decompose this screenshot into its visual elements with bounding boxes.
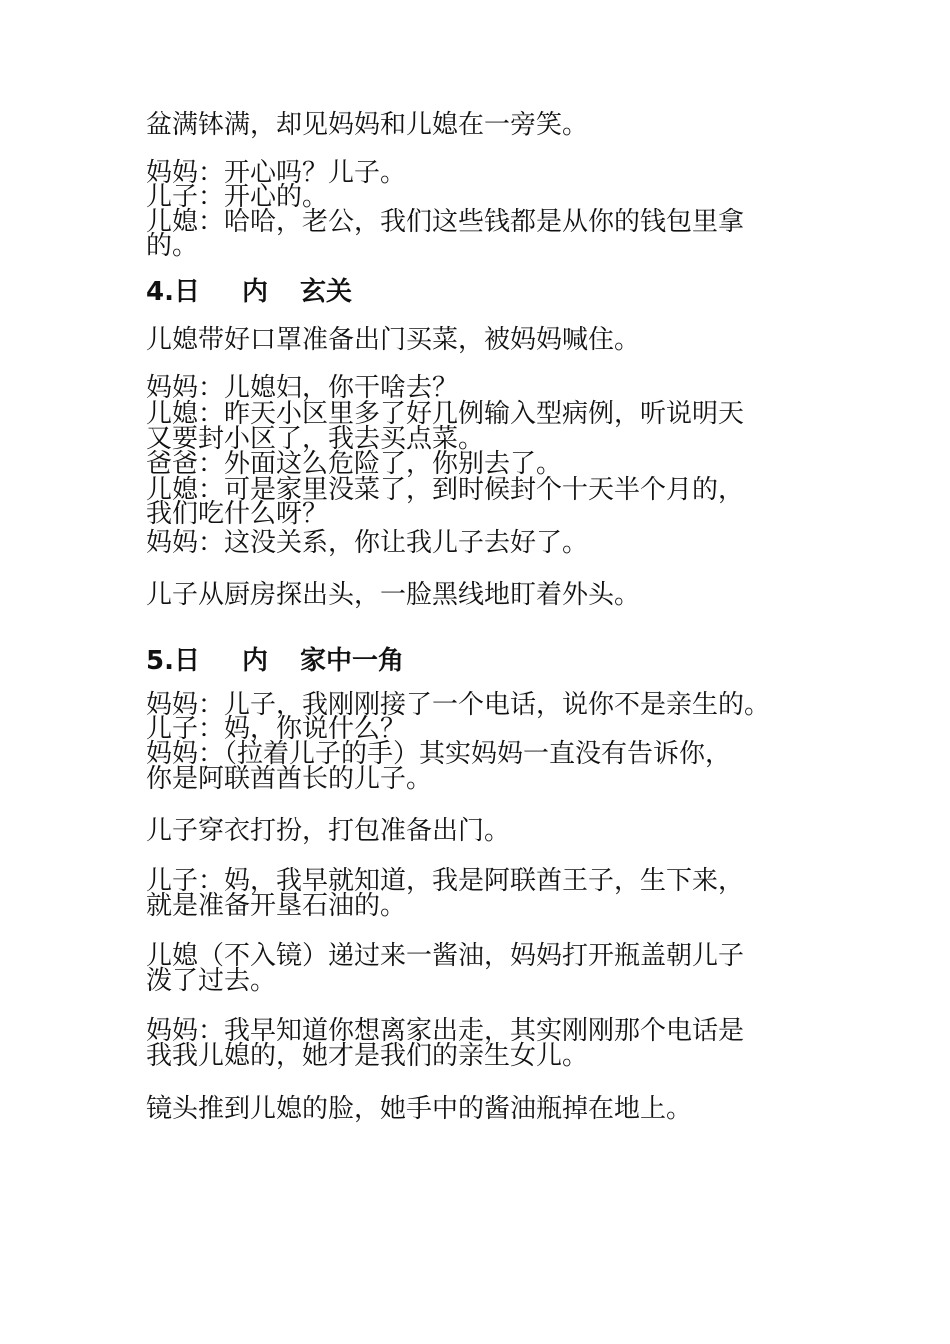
paragraph: 镜头推到儿媳的脸，她手中的酱油瓶掉在地上。 xyxy=(146,1094,693,1124)
dialogue-line: 就是准备开垦石油的。 xyxy=(146,891,407,921)
paragraph: 儿媳（不入镜）递过来一酱油，妈妈打开瓶盖朝儿子 xyxy=(146,941,745,971)
dialogue-line: 妈妈：我早知道你想离家出走，其实刚刚那个电话是 xyxy=(146,1016,745,1046)
paragraph: 泼了过去。 xyxy=(146,966,277,996)
scene-interior: 内 xyxy=(242,646,269,676)
dialogue-line: 妈妈：开心吗？儿子。 xyxy=(146,158,407,188)
scene-number: 4.日 xyxy=(146,277,200,307)
dialogue-line: 儿子：开心的。 xyxy=(146,182,329,212)
scene-number: 5.日 xyxy=(146,646,200,676)
paragraph: 儿媳带好口罩准备出门买菜，被妈妈喊住。 xyxy=(146,325,641,355)
dialogue-line: 妈妈：儿子，我刚刚接了一个电话，说你不是亲生的。 xyxy=(146,690,771,720)
dialogue-line: 你是阿联酋酋长的儿子。 xyxy=(146,764,433,794)
dialogue-line: 儿媳：可是家里没菜了，到时候封个十天半个月的， xyxy=(146,475,745,505)
paragraph: 儿子从厨房探出头，一脸黑线地盯着外头。 xyxy=(146,580,641,610)
paragraph: 儿子穿衣打扮，打包准备出门。 xyxy=(146,816,511,846)
dialogue-line: 爸爸：外面这么危险了，你别去了。 xyxy=(146,449,563,479)
dialogue-line: 妈妈：这没关系，你让我儿子去好了。 xyxy=(146,528,589,558)
dialogue-line: 儿子：妈，你说什么？ xyxy=(146,714,407,744)
paragraph: 盆满钵满，却见妈妈和儿媳在一旁笑。 xyxy=(146,110,589,140)
dialogue-line: 儿子：妈，我早就知道，我是阿联酋王子，生下来， xyxy=(146,866,745,896)
dialogue-line: 妈妈：儿媳妇，你干啥去？ xyxy=(146,373,459,403)
dialogue-line: 儿媳：昨天小区里多了好几例输入型病例，听说明天 xyxy=(146,399,745,429)
scene-location: 玄关 xyxy=(300,277,353,307)
dialogue-line: 我我儿媳的，她才是我们的亲生女儿。 xyxy=(146,1041,589,1071)
scene-interior: 内 xyxy=(242,277,269,307)
scene-heading-4 xyxy=(146,279,352,305)
dialogue-line: 儿媳：哈哈，老公，我们这些钱都是从你的钱包里拿 xyxy=(146,207,745,237)
dialogue-line: 我们吃什么呀？ xyxy=(146,499,329,529)
dialogue-line: 又要封小区了，我去买点菜。 xyxy=(146,424,485,454)
scene-location: 家中一角 xyxy=(300,646,405,676)
dialogue-line: 的。 xyxy=(146,231,199,261)
scene-heading-5 xyxy=(146,648,404,674)
dialogue-line: 妈妈：（拉着儿子的手）其实妈妈一直没有告诉你， xyxy=(146,739,732,769)
